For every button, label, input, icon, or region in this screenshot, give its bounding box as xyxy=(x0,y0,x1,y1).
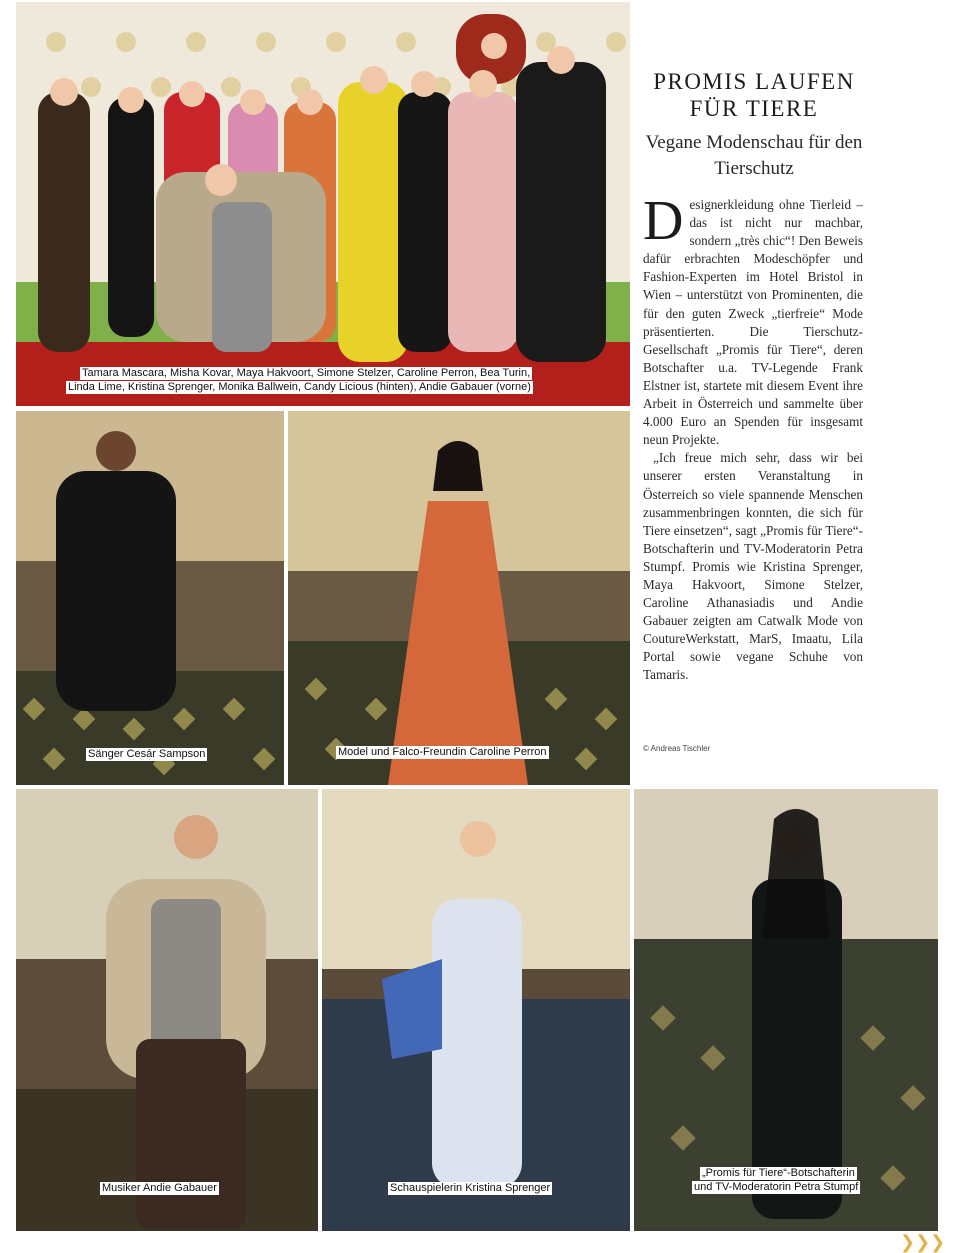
perron-photo xyxy=(288,411,630,785)
article-headline: PROMIS LAUFEN FÜR TIERE xyxy=(653,69,855,121)
stumpf-caption-line-1: „Promis für Tiere“-Botschafterin xyxy=(702,1167,855,1179)
sampson-caption: Sänger Cesár Sampson xyxy=(88,748,206,760)
group-caption-line-1: Tamara Mascara, Misha Kovar, Maya Hakvoort, Simone Stelzer, Caroline Perron, Bea Turin, xyxy=(82,367,531,379)
sprenger-caption: Schauspielerin Kristina Sprenger xyxy=(390,1182,551,1194)
article-paragraph-1: esignerkleidung ohne Tierleid – das ist nicht nur machbar, sondern „très chic“! Den Beweis dafür erbrachten Modeschöpfer und Fashion-Experten im Hotel Bristol in Wien – unterstützt von Prominenten, die für den guten Zweck „tierfreie“ Mode präsentierten. Die Tierschutz-Gesellschaft „Promis für Tiere“, deren Botschafter u.a. TV-Legende Frank Elstner ist, startete mit diesem Event ihre Arbeit in Österreich und sammelte über 4.000 Euro an Spenden für insgesamt neun Projekte. xyxy=(643,197,863,448)
sampson-photo xyxy=(16,411,284,785)
photo-credit: © Andreas Tischler xyxy=(643,744,711,753)
group-caption-line-2: Linda Lime, Kristina Sprenger, Monika Ballwein, Candy Licious (hinten), Andie Gabauer (vorne) xyxy=(68,381,531,393)
gabauer-photo xyxy=(16,789,318,1231)
gold-ornament-icon: ❯❯❯ xyxy=(900,1232,946,1253)
stumpf-caption-line-2: und TV-Moderatorin Petra Stumpf xyxy=(694,1181,859,1193)
perron-caption: Model und Falco-Freundin Caroline Perron xyxy=(338,746,547,758)
group-photo xyxy=(16,2,630,406)
gabauer-caption: Musiker Andie Gabauer xyxy=(102,1182,217,1194)
stumpf-photo xyxy=(634,789,938,1231)
article-dropcap: D xyxy=(643,190,684,252)
article-subheadline: Vegane Modenschau für den Tierschutz xyxy=(645,132,863,179)
sprenger-photo xyxy=(322,789,630,1231)
article-paragraph-2: „Ich freue mich sehr, dass wir bei unserer ersten Veranstaltung in Österreich so viele spannende Menschen zusammenbringen konnten, die sich für Tiere einsetzen“, sagt „Promis für Tiere“-Botschafterin und TV-Moderatorin Petra Stumpf. Promis wie Kristina Sprenger, Maya Hakvoort, Simone Stelzer, Caroline Athanasiadis und Andie Gabauer zeigten am Catwalk Mode von CoutureWerkstatt, MarS, Imaatu, Lila Portal sowie vegane Schuhe von Tamaris. xyxy=(643,450,863,683)
article-body xyxy=(643,190,863,685)
